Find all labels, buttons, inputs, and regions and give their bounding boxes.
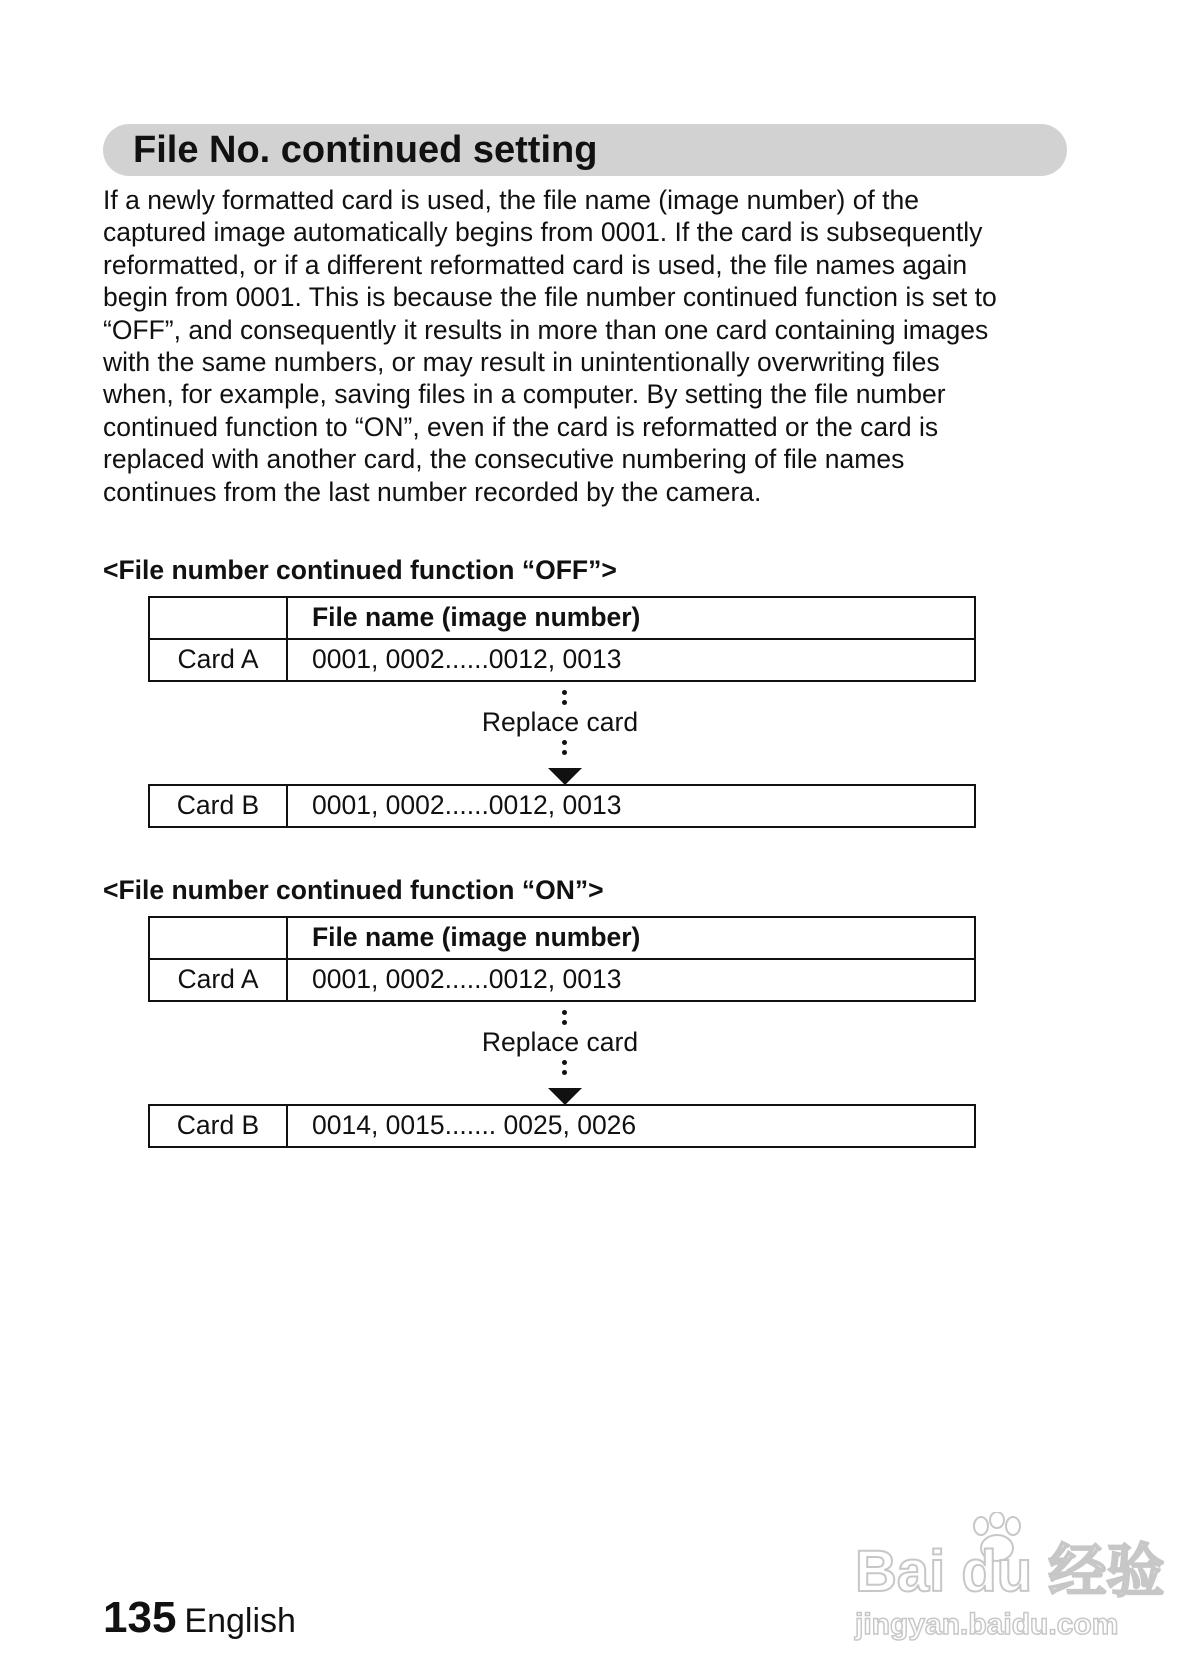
table-corner-cell (150, 918, 288, 958)
column-header: File name (image number) (312, 602, 641, 632)
file-numbers: 0001, 0002......0012, 0013 (312, 964, 622, 994)
section-heading-on: <File number continued function “ON”> (103, 875, 604, 905)
file-numbers: 0014, 0015....... 0025, 0026 (312, 1110, 637, 1140)
on-table-card-a (148, 916, 976, 1002)
table-row (150, 638, 974, 680)
page-footer (103, 1593, 296, 1646)
file-numbers: 0001, 0002......0012, 0013 (312, 790, 622, 820)
body-line: If a newly formatted card is used, the file name (image number) of the (103, 185, 920, 215)
on-table-card-b (148, 1104, 976, 1148)
replace-card-label: Replace card (481, 1027, 639, 1057)
replace-card-step-on (440, 1010, 680, 1106)
page-number: 135 (103, 1593, 177, 1642)
off-table-card-a (148, 596, 976, 682)
body-line: “OFF”, and consequently it results in more than one card containing images (103, 314, 989, 345)
body-line: continued function to “ON”, even if the card is reformatted or the card is (103, 411, 939, 442)
body-line: captured image automatically begins from 0001. If the card is subsequently (103, 217, 983, 248)
body-paragraph (103, 184, 1073, 508)
off-table-card-b (148, 784, 976, 828)
replace-card-label: Replace card (481, 707, 639, 737)
dots-icon (562, 1060, 568, 1076)
watermark-brand: Bai du 经验 (855, 1539, 1165, 1604)
table-row (150, 958, 974, 1000)
page-title: File No. continued setting (133, 129, 598, 171)
column-header: File name (image number) (312, 922, 641, 952)
watermark (855, 1512, 1165, 1652)
table-corner-cell (150, 598, 288, 638)
arrow-down-icon (548, 768, 582, 785)
dots-icon (562, 740, 568, 756)
body-line: replaced with another card, the consecutive numbering of file names (103, 444, 905, 475)
section-heading-off: <File number continued function “OFF”> (103, 555, 617, 585)
table-header-row (150, 598, 974, 638)
dots-icon (562, 1010, 568, 1026)
card-label: Card B (150, 1106, 288, 1146)
body-line: continues from the last number recorded by the camera. (103, 476, 762, 507)
table-row (150, 786, 974, 826)
body-line: reformatted, or if a different reformatted card is used, the file names again (103, 249, 968, 280)
body-line: when, for example, saving files in a computer. By setting the file number (103, 379, 946, 410)
arrow-down-icon (548, 1088, 582, 1105)
body-line: begin from 0001. This is because the file number continued function is set to (103, 282, 997, 313)
watermark-url: jingyan.baidu.com (855, 1608, 1119, 1641)
file-numbers: 0001, 0002......0012, 0013 (312, 644, 622, 674)
language-label: English (184, 1602, 296, 1640)
replace-card-step-off (440, 690, 680, 786)
table-header-row (150, 918, 974, 958)
table-row (150, 1106, 974, 1146)
dots-icon (562, 690, 568, 706)
card-label: Card B (150, 786, 288, 826)
card-label: Card A (150, 960, 288, 1000)
body-line: with the same numbers, or may result in unintentionally overwriting files (103, 347, 940, 378)
section-title-bar (103, 124, 1067, 176)
card-label: Card A (150, 640, 288, 680)
